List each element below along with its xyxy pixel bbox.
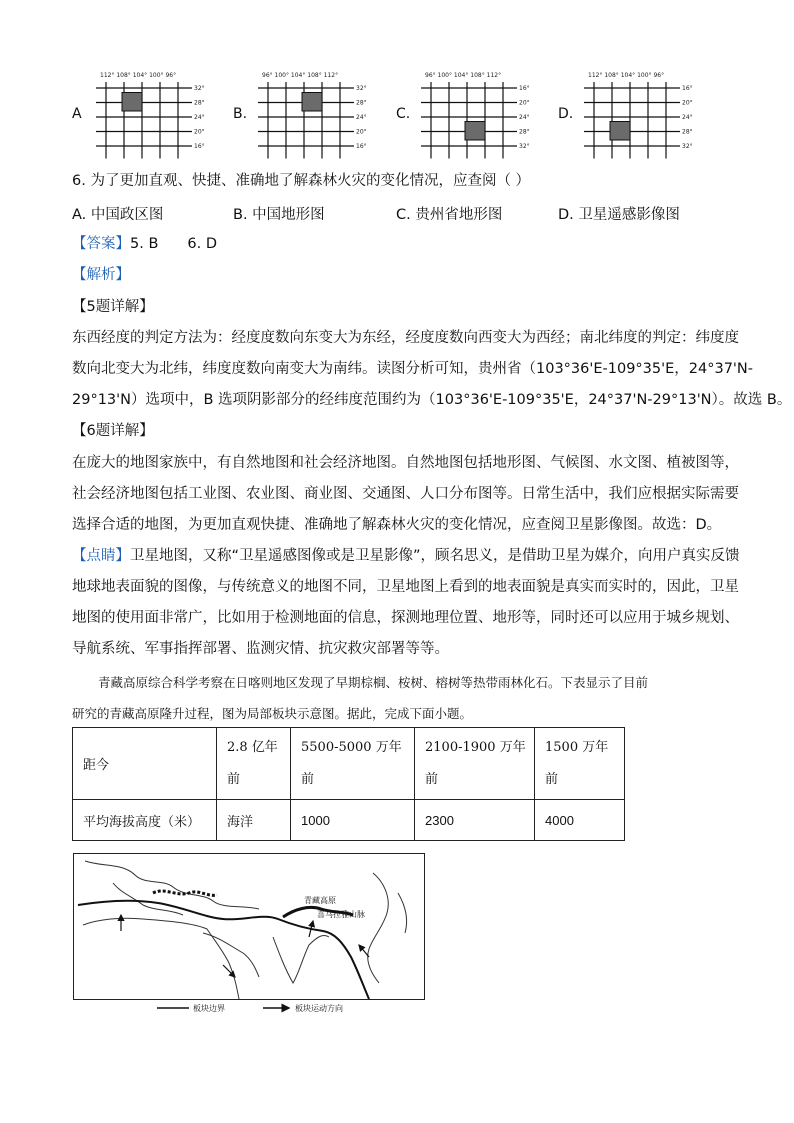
table-row	[73, 728, 625, 800]
table-cell	[291, 728, 415, 800]
himalaya-label: 喜马拉雅山脉	[317, 910, 365, 919]
shaded-region	[465, 122, 485, 141]
answer-tag: 【答案】	[72, 236, 130, 252]
table-cell: 2300	[415, 800, 535, 841]
longitude-labels: 96° 100° 104° 108° 112°	[262, 72, 339, 79]
longitude-labels: 112° 108° 104° 100° 96°	[588, 72, 665, 79]
table-cell-line: 前	[227, 771, 241, 787]
latitude-label: 16°	[682, 85, 693, 92]
table-row	[73, 800, 625, 841]
option-c-letter: C.	[396, 106, 411, 122]
table-cell-line: 前	[545, 771, 559, 787]
latitude-label: 20°	[194, 128, 205, 136]
detail5-line-1: 东西经度的判定方法为：经度度数向东变大为东经，经度度数向西变大为西经；南北纬度的判定：纬度度	[72, 330, 739, 346]
detail6-tag: 【6题详解】	[72, 423, 154, 439]
lat-lon-grid-c	[415, 68, 535, 160]
legend-boundary: 板块边界	[193, 1004, 225, 1013]
intro-line-1: 青藏高原综合科学考察在日喀则地区发现了早期棕榈、桉树、榕树等热带雨林化石。下表显示了目前	[98, 675, 649, 690]
shaded-region	[610, 122, 630, 141]
latitude-label: 24°	[519, 114, 530, 121]
lat-lon-grid-a	[90, 68, 210, 160]
q6-option-a: A. 中国政区图	[72, 207, 164, 223]
shaded-region	[122, 93, 142, 112]
detail5-tag: 【5题详解】	[72, 299, 154, 315]
latitude-label: 28°	[356, 99, 367, 107]
option-d-letter: D.	[558, 106, 574, 122]
table-header-cell: 平均海拔高度（米）	[73, 800, 217, 841]
legend-direction: 板块运动方向	[295, 1004, 343, 1013]
latitude-label: 24°	[682, 114, 693, 121]
lat-lon-grid-d	[578, 68, 698, 160]
intro-line-2: 研究的青藏高原隆升过程，图为局部板块示意图。据此，完成下面小题。	[72, 706, 473, 721]
latitude-label: 16°	[519, 85, 530, 92]
table-cell	[217, 728, 291, 800]
table-cell-line: 前	[301, 771, 315, 787]
latitude-label: 32°	[682, 143, 693, 150]
answer-line	[72, 234, 217, 254]
latitude-label: 28°	[519, 128, 530, 136]
note-text-1: 卫星地图，又称“卫星遥感图像或是卫星影像”，顾名思义，是借助卫星为媒介，向用户真实反馈	[130, 548, 740, 564]
table-cell: 海洋	[217, 800, 291, 841]
q6-option-b: B. 中国地形图	[233, 207, 325, 223]
detail6-line-1: 在庞大的地图家族中，有自然地图和社会经济地图。自然地图包括地形图、气候图、水文图、植被图等，	[72, 455, 739, 471]
note-line-2: 地球地表面貌的图像，与传统意义的地图不同，卫星地图上看到的地表面貌是真实而实时的，因此，卫星	[72, 579, 739, 595]
latitude-label: 20°	[682, 99, 693, 107]
shaded-region	[302, 93, 322, 112]
table-cell-line: 5500-5000 万年	[301, 739, 402, 755]
latitude-label: 28°	[194, 99, 205, 107]
detail5-line-2: 数向北变大为北纬，纬度度数向南变大为南纬。读图分析可知，贵州省（103°36'E-109°35'E，24°37'N-	[72, 361, 753, 377]
table-cell-line: 2100-1900 万年	[425, 739, 526, 755]
analysis-tag: 【解析】	[72, 267, 130, 283]
latitude-label: 24°	[356, 114, 367, 121]
table-cell	[535, 728, 625, 800]
longitude-labels: 112° 108° 104° 100° 96°	[100, 72, 177, 79]
plate-map-figure	[73, 853, 425, 1018]
latitude-label: 32°	[356, 85, 367, 92]
latitude-label: 16°	[356, 143, 367, 150]
table-cell: 1000	[291, 800, 415, 841]
table-cell-line: 2.8 亿年	[227, 739, 278, 755]
detail6-line-3: 选择合适的地图，为更加直观快捷、准确地了解森林火灾的变化情况，应查阅卫星影像图。故选：D。	[72, 517, 722, 533]
latitude-label: 24°	[194, 114, 205, 121]
detail6-line-2: 社会经济地图包括工业图、农业图、商业图、交通图、人口分布图等。日常生活中，我们应根据实际需要	[72, 486, 739, 502]
latitude-label: 28°	[682, 128, 693, 136]
longitude-labels: 96° 100° 104° 108° 112°	[425, 72, 502, 79]
tibet-label: 青藏高原	[304, 896, 336, 905]
option-a-letter: A	[72, 106, 82, 122]
table-header-cell: 距今	[73, 728, 217, 800]
note-line-1	[72, 546, 740, 566]
q6-option-c: C. 贵州省地形图	[396, 207, 503, 223]
note-line-4: 导航系统、军事指挥部署、监测灾情、抗灾救灾部署等等。	[72, 641, 449, 657]
uplift-table	[72, 727, 625, 841]
table-cell-line: 1500 万年	[545, 739, 609, 755]
latitude-label: 16°	[194, 143, 205, 150]
latitude-label: 20°	[356, 128, 367, 136]
note-line-3: 地图的使用面非常广，比如用于检测地面的信息，探测地理位置、地形等，同时还可以应用于城乡规划、	[72, 610, 739, 626]
note-tag: 【点睛】	[72, 548, 130, 564]
table-cell: 4000	[535, 800, 625, 841]
detail5-line-3: 29°13'N）选项中，B 选项阴影部分的经纬度范围约为（103°36'E-109°35'E，24°37'N-29°13'N）。故选 B。	[72, 392, 792, 408]
table-cell-line: 前	[425, 771, 439, 787]
latitude-label: 32°	[194, 85, 205, 92]
question-6: 6. 为了更加直观、快捷、准确地了解森林火灾的变化情况，应查阅（ ）	[72, 173, 531, 189]
q6-option-d: D. 卫星遥感影像图	[558, 207, 680, 223]
plate-map	[73, 853, 425, 1018]
lat-lon-grid-b	[252, 68, 372, 160]
answer-text: 5. B 6. D	[130, 236, 217, 252]
table-cell	[415, 728, 535, 800]
option-b-letter: B.	[233, 106, 248, 122]
latitude-label: 20°	[519, 99, 530, 107]
latitude-label: 32°	[519, 143, 530, 150]
